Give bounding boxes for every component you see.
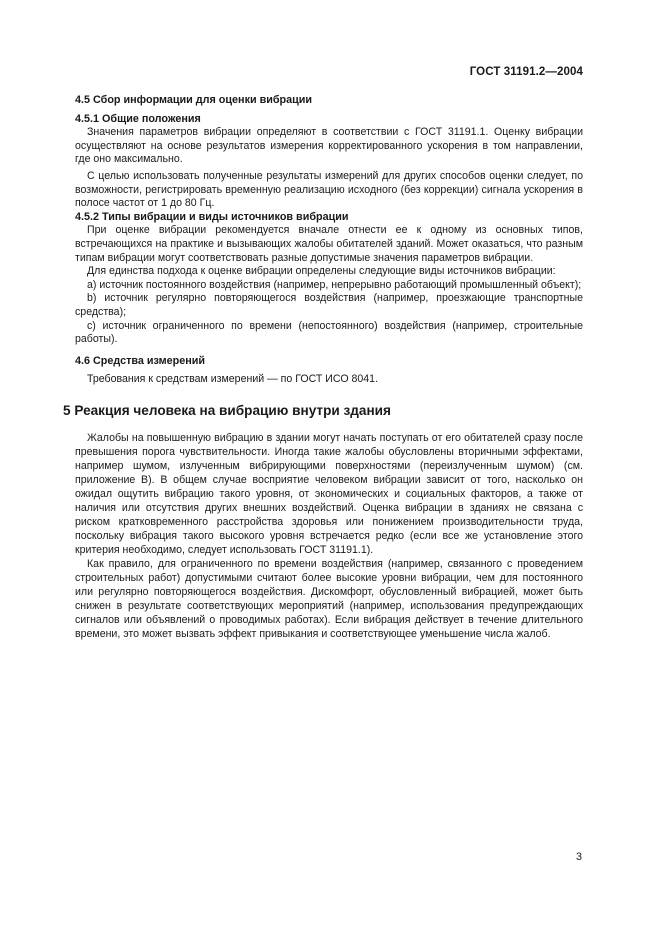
- paragraph: С целью использовать полученные результаты измерений для других способов оценки следует, по возможности, регистрировать временную реализацию исходного (без коррекции) сигнала ускорения в полосе частот от 1 до 80 Гц.: [75, 169, 583, 210]
- document-header: ГОСТ 31191.2—2004: [469, 66, 583, 78]
- paragraph: Значения параметров вибрации определяют в соответствии с ГОСТ 31191.1. Оценку вибрации осуществляют на основе результатов измерения корректированного ускорения в том направлении, где оно максимально.: [75, 126, 583, 166]
- paragraph: Как правило, для ограниченного по времени воздействия (например, связанного с проведением строительных работ) допустимыми считают более высокие уровни вибрации, чем для постоянного или регулярно повторяющегося воздействия. Дискомфорт, обусловленный вибрацией, может быть снижен в результате соответствующих мероприятий (например, использования предупреждающих сигналов или объявлений о проводимых работах). Если вибрация действует в течение длительного времени, это может вызвать эффект привыкания и соответствующее уменьшение числа жалоб.: [75, 557, 583, 640]
- section-4-5-1-title: 4.5.1 Общие положения: [75, 112, 201, 125]
- list-item-b: b) источник регулярно повторяющегося воздействия (например, проезжающие транспортные средства);: [75, 292, 583, 318]
- paragraph: Для единства подхода к оценке вибрации определены следующие виды источников вибрации:: [87, 265, 556, 278]
- section-5-title: 5 Реакция человека на вибрацию внутри здания: [63, 402, 391, 418]
- paragraph: Требования к средствам измерений — по ГОСТ ИСО 8041.: [87, 373, 379, 386]
- paragraph: При оценке вибрации рекомендуется вначале отнести ее к одному из основных типов, встречающихся на практике и вызывающих жалобы обитателей зданий. Может оказаться, что разным типам вибрации могут соответствовать разные допустимые значения параметров вибрации.: [75, 224, 583, 264]
- section-4-5-2-title: 4.5.2 Типы вибрации и виды источников вибрации: [75, 210, 349, 223]
- section-4-6-title: 4.6 Средства измерений: [75, 354, 206, 367]
- list-item-a: a) источник постоянного воздействия (например, непрерывно работающий промышленный объект);: [87, 278, 582, 291]
- page-number: 3: [575, 851, 582, 863]
- paragraph: Жалобы на повышенную вибрацию в здании могут начать поступать от его обитателей сразу после превышения порога чувствительности. Иногда такие жалобы обусловлены вторичными эффектами, например шумом, излученным вибрирующими поверхностями (переизлученным шумом) (см. приложение В). В общем случае восприятие человеком вибрации зависит от того, насколько он ожидал ощутить вибрацию такого уровня, от экономических и социальных факторов, а также от наличия или отсутствия других внешних воздействий. Оценка вибрации в зданиях не связана с риском кратковременного расстройства здоровья или понижением производительности труда, поскольку вибрация такого высокого уровня встречается редко (если все же установление этого критерия необходимо, следует использовать ГОСТ 31191.1).: [75, 431, 583, 556]
- list-item-c: c) источник ограниченного по времени (непостоянного) воздействия (например, строительные работы).: [75, 319, 583, 346]
- page-content: [63, 94, 583, 641]
- section-4-5-title: 4.5 Сбор информации для оценки вибрации: [75, 94, 313, 106]
